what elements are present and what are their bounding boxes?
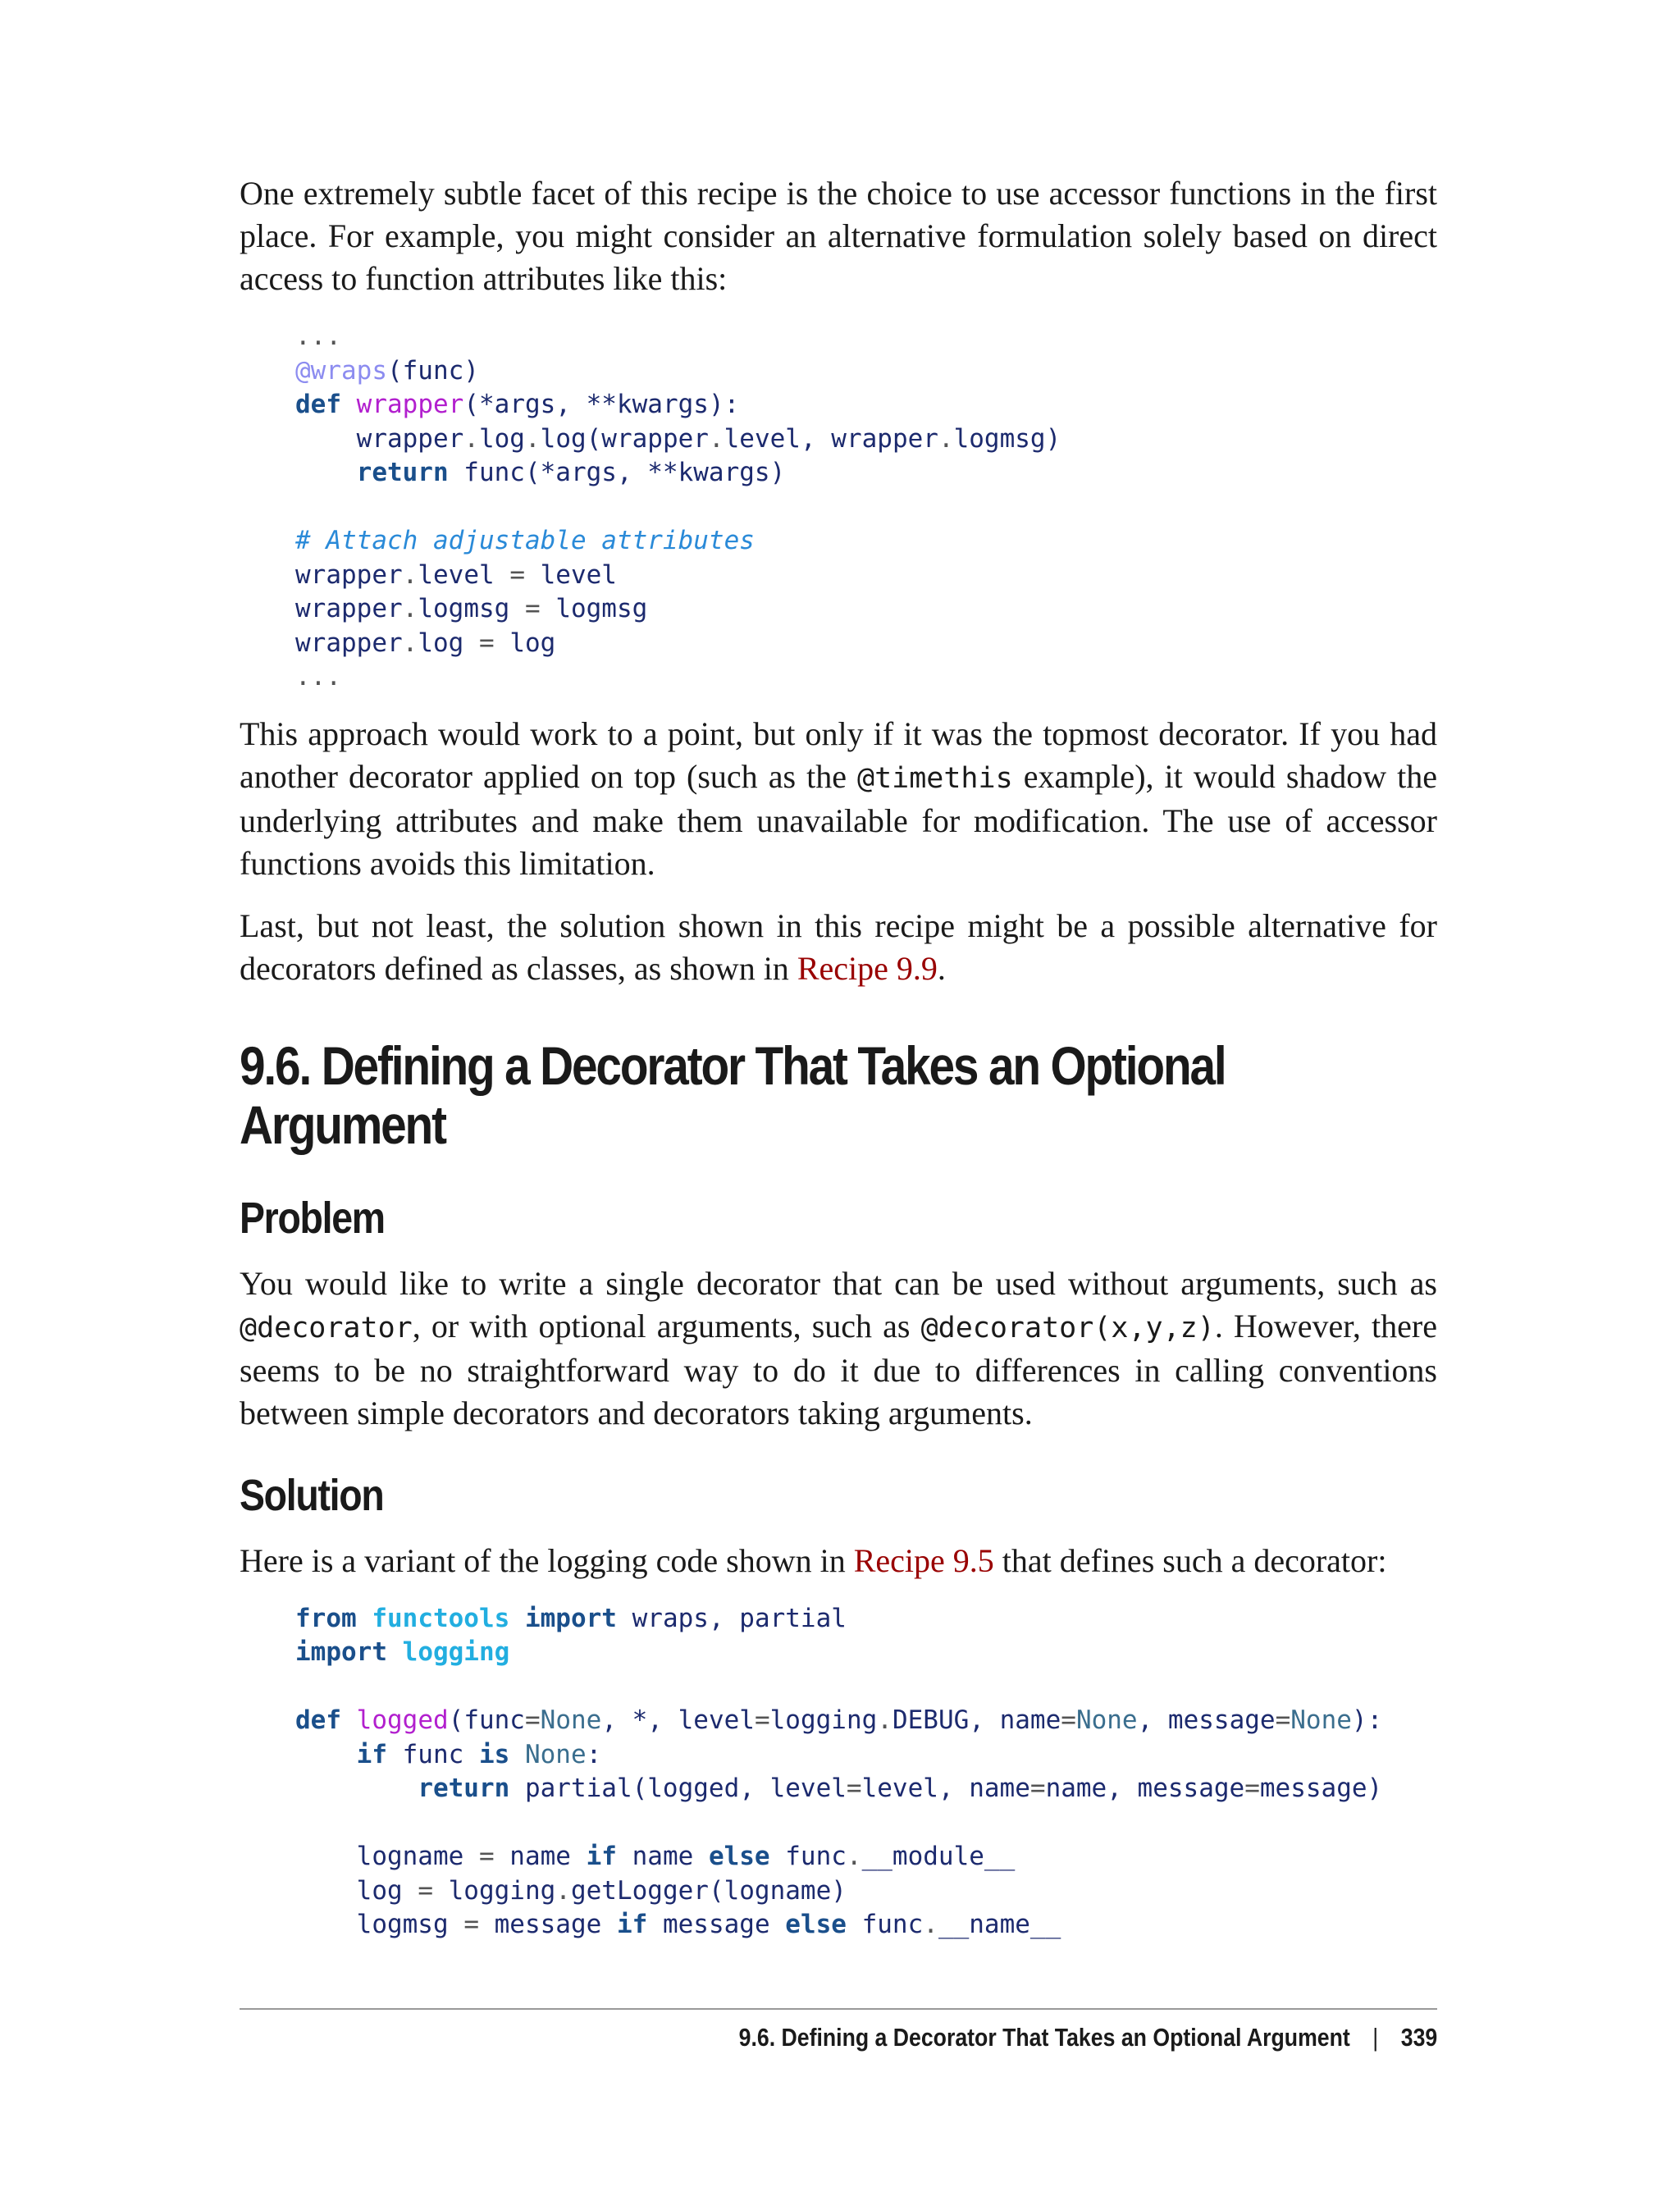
solution-heading: Solution xyxy=(240,1470,384,1520)
code-line: import logging xyxy=(295,1637,510,1667)
code-line: return partial(logged, level=level, name=name, message=message) xyxy=(418,1774,1383,1803)
code-line: from functools import wraps, partial xyxy=(295,1603,847,1633)
code-line: ... xyxy=(295,662,341,692)
inline-code-decorator-args: @decorator(x,y,z) xyxy=(920,1311,1215,1344)
text-run: . xyxy=(937,949,946,987)
recipe-9-5-link[interactable]: Recipe 9.5 xyxy=(853,1541,994,1579)
intro-paragraph: One extremely subtle facet of this recipe is the choice to use accessor functions in the first place. For example, you might consider an alternative formulation solely based on direct access to function attributes like this: xyxy=(240,175,1437,297)
text-run: Last, but not least, the solution shown in this recipe might be a possible alternative for decorators defined as classes, as shown in xyxy=(240,906,1437,987)
code-line: return func(*args, **kwargs) xyxy=(356,458,786,487)
text-run: that defines such a decorator: xyxy=(993,1541,1387,1579)
running-title: 9.6. Defining a Decorator That Takes an Optional Argument xyxy=(738,2023,1350,2052)
code-line: logmsg = message if message else func.__name__ xyxy=(295,1910,1061,1939)
code-line: def logged(func=None, *, level=logging.DEBUG, name=None, message=None): xyxy=(295,1705,1383,1735)
approach-paragraph xyxy=(240,713,1437,885)
page-footer xyxy=(240,2023,1437,2052)
text-run: . However, there seems to be no straightforward way to do it due to differences in calling conventions between simple decorators and decorators taking arguments. xyxy=(240,1307,1437,1431)
code-comment: # Attach adjustable attributes xyxy=(295,526,755,555)
page-content xyxy=(240,172,1437,1961)
code-line: wrapper.log.log(wrapper.level, wrapper.logmsg) xyxy=(295,423,1061,454)
code-block-logged-decorator xyxy=(295,1602,1437,1942)
text-run: This approach would work to a point, but only if it was the topmost decorator. If you had another decorator applied on top (such as the xyxy=(240,714,1437,795)
code-line: if func is None: xyxy=(356,1739,602,1769)
text-run: example), it would shadow the underlying attributes and make them unavailable for modification. The use of accessor functions avoids this limitation. xyxy=(240,757,1437,882)
code-line: wrapper.log = log xyxy=(295,628,556,658)
text-run: You would like to write a single decorator that can be used without arguments, such as xyxy=(240,1264,1437,1302)
code-line: def wrapper(*args, **kwargs): xyxy=(295,390,740,419)
footer-inner xyxy=(738,2023,1437,2052)
recipe-9-9-link[interactable]: Recipe 9.9 xyxy=(797,949,938,987)
footer-divider xyxy=(240,2008,1437,2010)
text-run: , or with optional arguments, such as xyxy=(412,1307,921,1344)
page-number: 339 xyxy=(1400,2023,1437,2052)
code-line: ... xyxy=(295,322,341,351)
inline-code-timethis: @timethis xyxy=(857,761,1013,795)
problem-heading: Problem xyxy=(240,1193,385,1243)
footer-separator: | xyxy=(1372,2023,1378,2052)
solution-paragraph xyxy=(240,1540,1437,1582)
code-line: log = logging.getLogger(logname) xyxy=(295,1875,847,1906)
last-paragraph xyxy=(240,905,1437,990)
problem-paragraph xyxy=(240,1262,1437,1435)
text-run: Here is a variant of the logging code shown in xyxy=(240,1541,854,1579)
section-title: 9.6. Defining a Decorator That Takes an Optional Argument xyxy=(240,1034,1226,1155)
code-line: wrapper.logmsg = logmsg xyxy=(295,594,648,623)
code-line: wrapper.level = level xyxy=(295,559,617,590)
code-line: @wraps(func) xyxy=(295,355,479,386)
code-line: logname = name if name else func.__module__ xyxy=(295,1842,1016,1871)
code-block-wrapper-attributes xyxy=(295,320,1437,695)
inline-code-decorator: @decorator xyxy=(240,1311,413,1344)
